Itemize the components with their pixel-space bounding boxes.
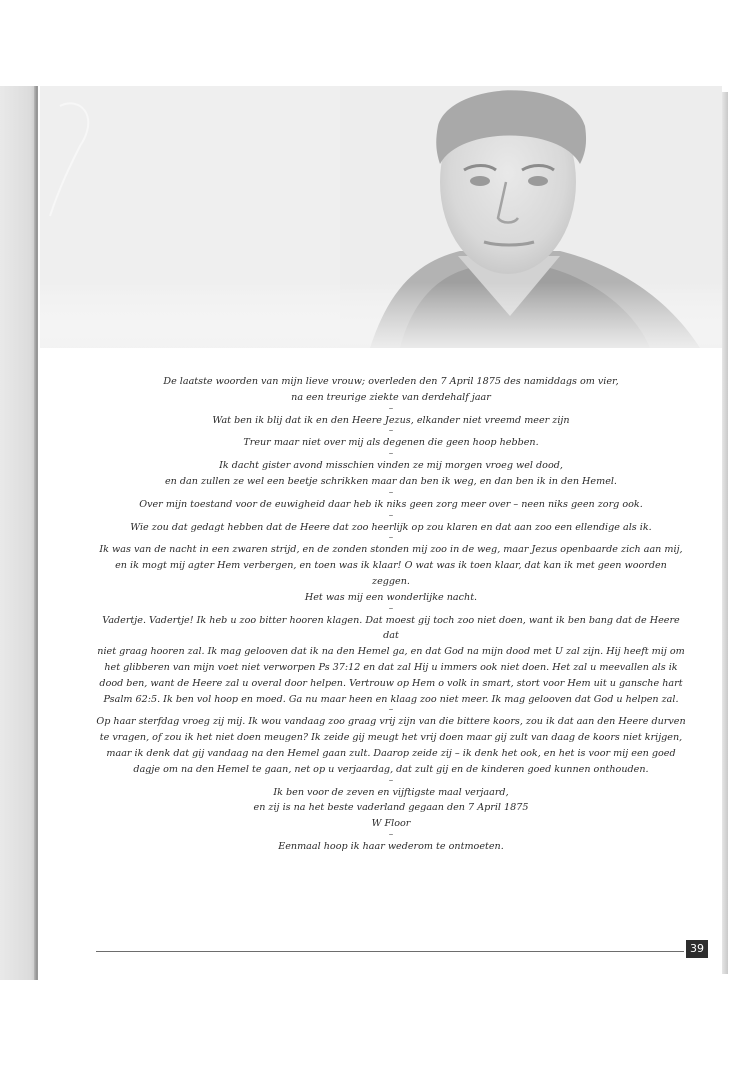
paragraph-8: [96, 613, 686, 708]
separator-dash: –: [388, 775, 394, 786]
separator-dash: –: [388, 449, 394, 460]
text-line: Over mijn toestand voor de euwigheid daar heb ik niks geen zorg meer over – neen niks geen zorg ook.: [139, 498, 643, 510]
separator-dash: –: [388, 487, 394, 498]
text-line: Wie zou dat gedagt hebben dat de Heere dat zoo heerlijk op zou klaren en dat aan zoo een ellendige als ik.: [130, 521, 652, 533]
paragraph-1: [96, 374, 686, 406]
text-line: dagje om na den Hemel te gaan, net op u verjaardag, dat zult gij en de kinderen goed kunnen onthouden.: [133, 763, 649, 775]
text-line: Het was mij een wonderlijke nacht.: [304, 591, 478, 603]
text-line: en zij is na het beste vaderland gegaan den 7 April 1875: [253, 802, 529, 814]
text-line: na een treurige ziekte van derdehalf jaar: [291, 391, 491, 403]
text-line: Ik was van de nacht in een zwaren strijd, en de zonden stonden mij zoo in de weg, maar Jezus openbaarde zich aan mij,: [99, 544, 683, 556]
text-line: niet graag hooren zal. Ik mag gelooven dat ik na den Hemel ga, en dat God na mijn dood met U zal zijn. Hij heeft mij om: [97, 646, 685, 658]
separator-dash: –: [388, 426, 394, 437]
portrait-photo: [40, 86, 722, 348]
text-line: Op haar sterfdag vroeg zij mij. Ik wou vandaag zoo graag vrij zijn van die bittere koors, zou ik dat aan den Heere durven: [96, 716, 686, 728]
text-line: dood ben, want de Heere zal u overal door helpen. Vertrouw op Hem o volk in smart, stort voor Hem uit u gansche hart: [99, 677, 683, 689]
text-line: te vragen, of zou ik het niet doen meugen? Ik zeide gij meugt het vrij doen maar gij zult van daag de koors niet krijgen,: [99, 732, 683, 744]
separator-dash: –: [388, 705, 394, 716]
page-edge: [722, 92, 728, 974]
text-line: Ik ben voor de zeven en vijftigste maal verjaard,: [273, 786, 509, 798]
text-line: Ik dacht gister avond misschien vinden ze mij morgen vroeg wel dood,: [219, 460, 563, 472]
footer-rule: [96, 951, 684, 952]
paragraph-9: [96, 714, 686, 777]
portrait-photo-icon: [40, 86, 722, 348]
separator-dash: –: [388, 829, 394, 840]
text-line: en dan zullen ze wel een beetje schrikken maar dan ben ik weg, en dan ben ik in den Hemel.: [165, 475, 617, 487]
text-line: maar ik denk dat gij vandaag na den Hemel gaan zult. Daarop zeide zij – ik denk het ook, en het is voor mij een goed: [106, 747, 676, 759]
text-line: en ik mogt mij agter Hem verbergen, en toen was ik klaar! O wat was ik toen klaar, dat kan ik met geen woorden zeggen.: [115, 560, 667, 587]
paragraph-11: [96, 839, 686, 855]
page-number: 39: [686, 940, 708, 958]
text-line: het glibberen van mijn voet niet verworpen Ps 37:12 en dat zal Hij u immers ook niet doen. Het zal u meevallen als ik: [104, 661, 678, 673]
separator-dash: –: [388, 533, 394, 544]
separator-dash: –: [388, 510, 394, 521]
text-line: Wat ben ik blij dat ik en den Heere Jezus, elkander niet vreemd meer zijn: [212, 414, 570, 426]
text-line: Vadertje. Vadertje! Ik heb u zoo bitter hooren klagen. Dat moest gij toch zoo niet doen, want ik ben bang dat de Heere dat: [102, 614, 680, 642]
separator-dash: –: [388, 403, 394, 414]
paragraph-10: [96, 785, 686, 832]
signature-line: W Floor: [371, 818, 411, 830]
text-line: Psalm 62:5. Ik ben vol hoop en moed. Ga nu maar heen en klaag zoo niet meer. Ik mag gelooven dat God u helpen zal.: [103, 693, 679, 705]
separator-dash: –: [388, 603, 394, 614]
text-line: De laatste woorden van mijn lieve vrouw; overleden den 7 April 1875 des namiddags om vier,: [163, 376, 619, 387]
paragraph-4: [96, 458, 686, 490]
text-line: Treur maar niet over mij als degenen die geen hoop hebben.: [243, 437, 539, 449]
text-line: Eenmaal hoop ik haar wederom te ontmoeten.: [278, 840, 504, 852]
memorial-text: [96, 374, 686, 855]
paragraph-7: [96, 542, 686, 605]
